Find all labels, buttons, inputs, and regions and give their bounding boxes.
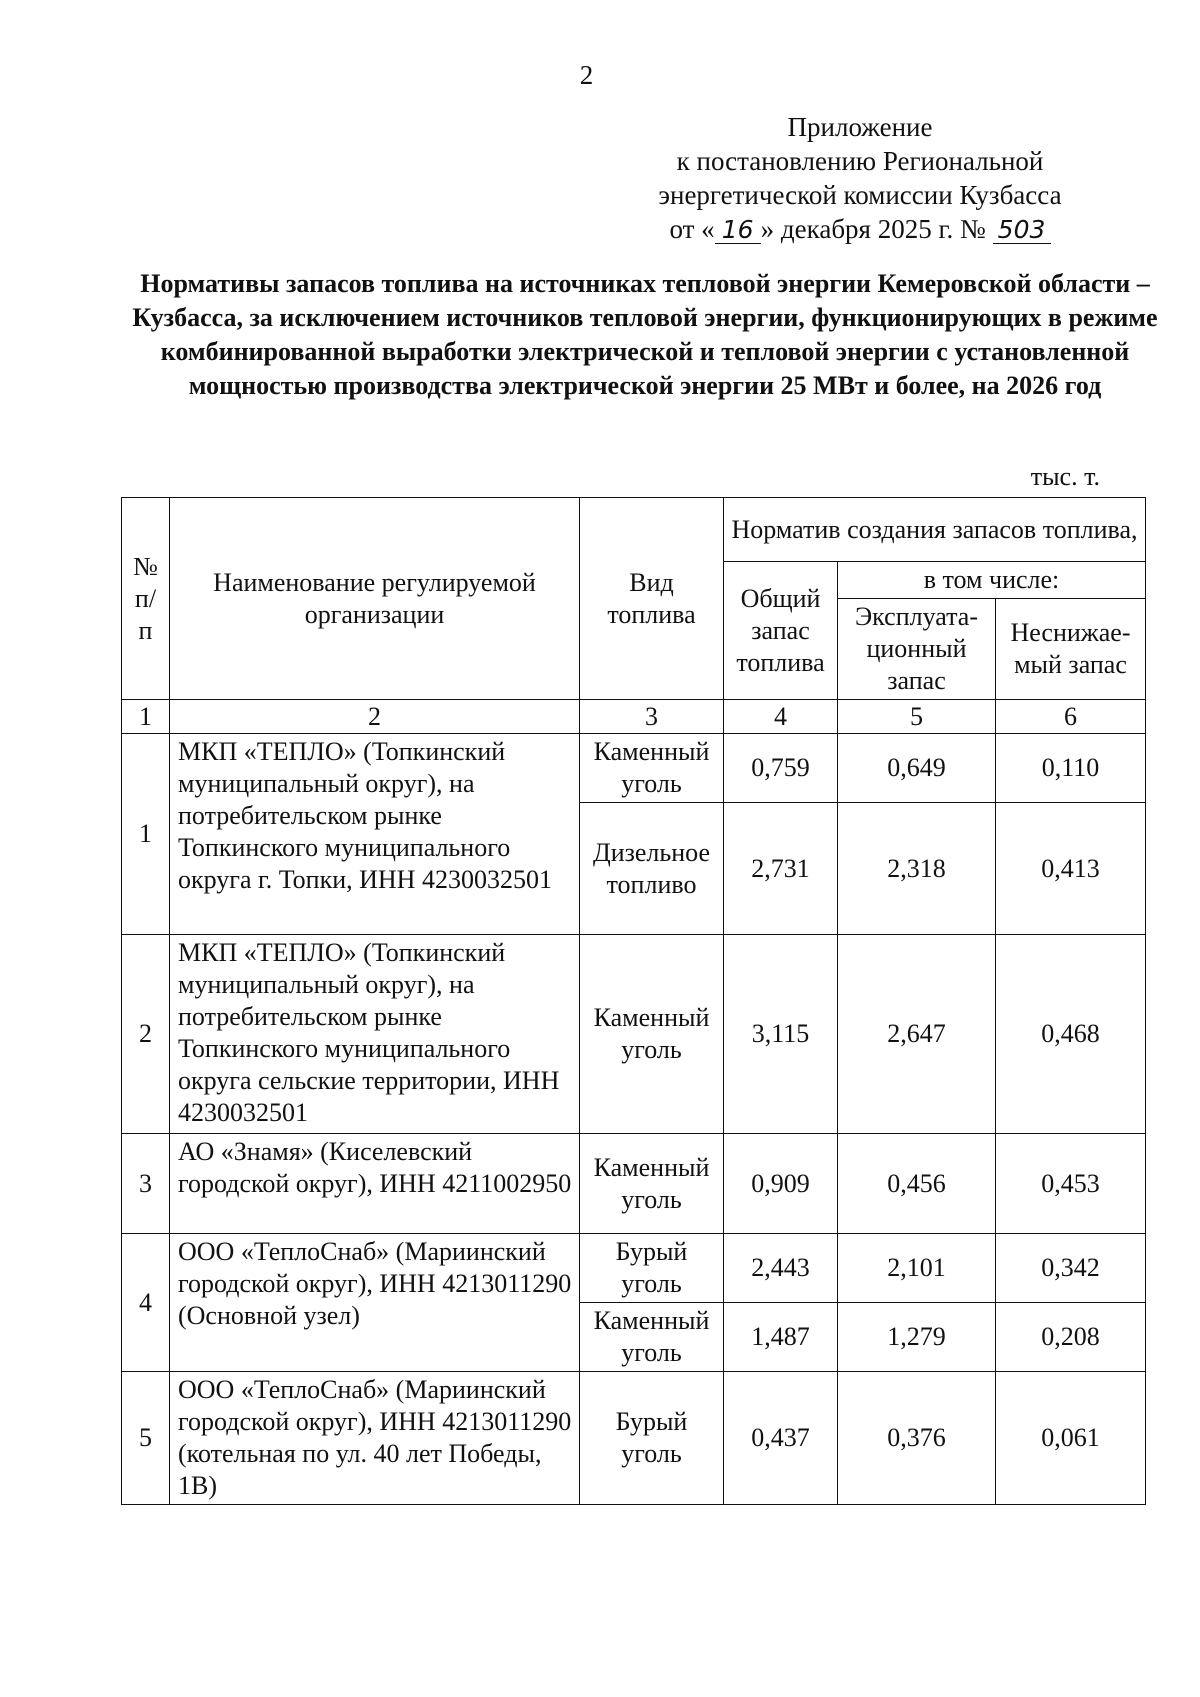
appendix-date-line [600,212,1120,246]
date-prefix: от « [669,214,715,244]
irreducible-reserve: 0,342 [996,1234,1146,1303]
row-num: 5 [122,1372,170,1505]
fuel-type: Каменный уголь [580,734,724,803]
col-number: 5 [838,700,996,734]
total-reserve: 1,487 [724,1303,838,1372]
total-reserve: 2,731 [724,803,838,935]
date-suffix: » декабря 2025 г. № [760,214,986,244]
operational-reserve: 2,647 [838,935,996,1134]
units-label: тыс. т. [1030,462,1100,491]
org-name: ООО «ТеплоСнаб» (Мариинский городской округ), ИНН 4213011290 (котельная по ул. 40 лет Победы, 1В) [170,1372,580,1505]
header-operational: Эксплуата-ционный запас [838,599,996,700]
col-number: 1 [122,700,170,734]
appendix-block [600,110,1120,246]
appendix-line-1: Приложение [787,112,933,142]
fuel-reserves-table [121,497,1146,1505]
total-reserve: 0,437 [724,1372,838,1505]
operational-reserve: 0,376 [838,1372,996,1505]
total-reserve: 3,115 [724,935,838,1134]
page-number: 2 [579,60,594,90]
appendix-line-2: к постановлению Региональной [676,146,1044,176]
fuel-type: Бурый уголь [580,1372,724,1505]
fuel-type: Дизельное топливо [580,803,724,935]
row-num: 3 [122,1134,170,1234]
header-fuel: Вид топлива [580,498,724,700]
fuel-type: Каменный уголь [580,935,724,1134]
irreducible-reserve: 0,468 [996,935,1146,1134]
org-name: МКП «ТЕПЛО» (Топкинский муниципальный округ), на потребительском рынке Топкинского муниципального округа г. Топки, ИНН 4230032501 [170,734,580,935]
table-row [122,1234,1146,1303]
operational-reserve: 0,456 [838,1134,996,1234]
row-num: 2 [122,935,170,1134]
table-row [122,734,1146,803]
operational-reserve: 2,101 [838,1234,996,1303]
col-number: 6 [996,700,1146,734]
col-number: 3 [580,700,724,734]
operational-reserve: 1,279 [838,1303,996,1372]
row-num: 1 [122,734,170,935]
handwritten-number: 503 [993,217,1051,244]
org-name: МКП «ТЕПЛО» (Топкинский муниципальный округ), на потребительском рынке Топкинского муниципального округа сельские территории, ИНН 4230032501 [170,935,580,1134]
fuel-type: Каменный уголь [580,1134,724,1234]
total-reserve: 0,759 [724,734,838,803]
operational-reserve: 0,649 [838,734,996,803]
irreducible-reserve: 0,413 [996,803,1146,935]
header-num: № п/п [122,498,170,700]
appendix-line-3: энергетической комиссии Кузбасса [658,180,1062,210]
col-number: 4 [724,700,838,734]
fuel-type: Каменный уголь [580,1303,724,1372]
handwritten-day: 16 [715,217,761,244]
row-num: 4 [122,1234,170,1372]
fuel-type: Бурый уголь [580,1234,724,1303]
header-total: Общий запас топлива [724,562,838,700]
operational-reserve: 2,318 [838,803,996,935]
org-name: ООО «ТеплоСнаб» (Мариинский городской округ), ИНН 4213011290 (Основной узел) [170,1234,580,1372]
total-reserve: 0,909 [724,1134,838,1234]
col-number: 2 [170,700,580,734]
irreducible-reserve: 0,208 [996,1303,1146,1372]
total-reserve: 2,443 [724,1234,838,1303]
org-name: АО «Знамя» (Киселевский городской округ), ИНН 4211002950 [170,1134,580,1234]
document-title: Нормативы запасов топлива на источниках тепловой энергии Кемеровской области – Кузбасса, за исключением источников тепловой энергии, функционирующих в режиме комбинированной выработки электрической и тепловой энергии с установленной мощностью производства электрической энергии 25 МВт и более, на 2026 год [132,269,1158,400]
header-including: в том числе: [838,562,1146,599]
header-org: Наименование регулируемой организации [170,498,580,700]
table-row [122,1372,1146,1505]
header-irreducible: Неснижае-мый запас [996,599,1146,700]
irreducible-reserve: 0,061 [996,1372,1146,1505]
table-row [122,935,1146,1134]
header-norm: Норматив создания запасов топлива, [724,498,1146,562]
irreducible-reserve: 0,453 [996,1134,1146,1234]
irreducible-reserve: 0,110 [996,734,1146,803]
table-row [122,1134,1146,1234]
